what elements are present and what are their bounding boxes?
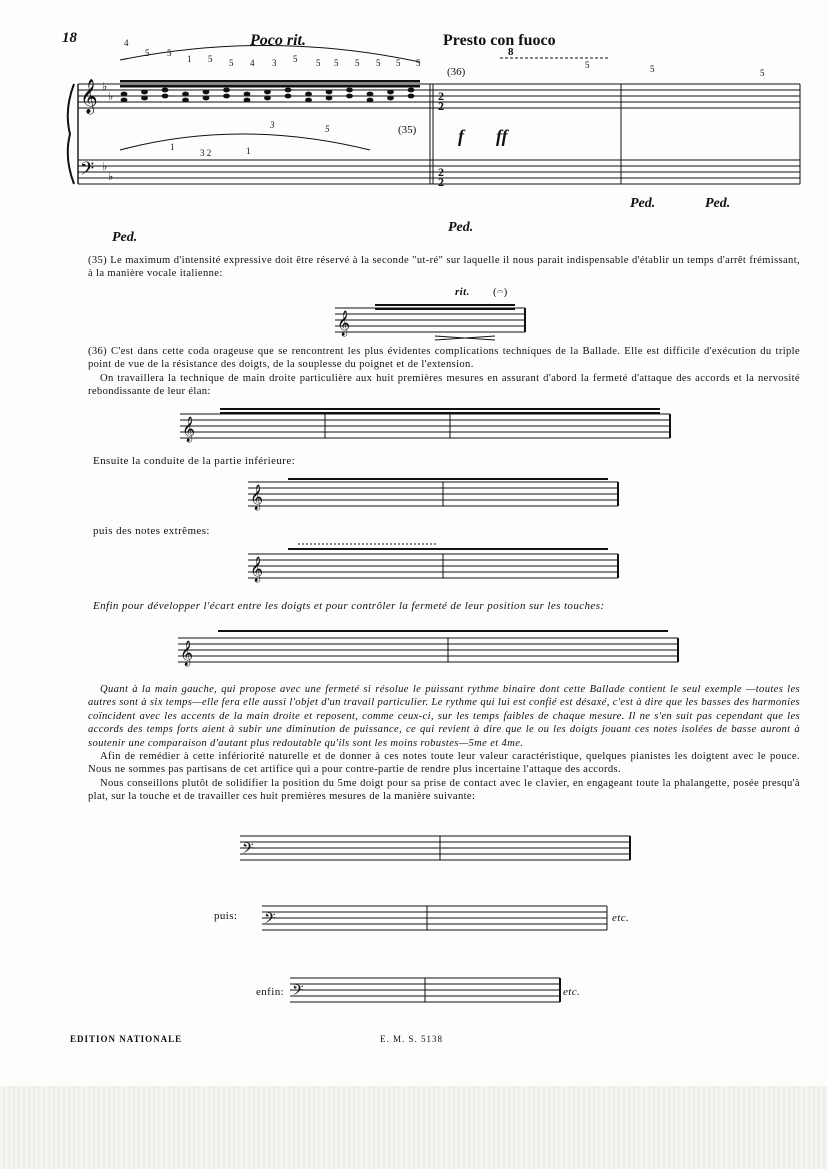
svg-text:♭: ♭ <box>108 91 114 103</box>
label-puis: puis: <box>214 910 238 922</box>
notehead <box>305 92 312 97</box>
notehead <box>223 88 230 93</box>
svg-text:5: 5 <box>416 58 421 68</box>
music-example-4 <box>248 540 618 584</box>
pedal-mark-1: Ped. <box>112 230 138 245</box>
tempo-poco-rit: Poco rit. <box>250 32 306 49</box>
svg-text:5: 5 <box>650 64 655 74</box>
notehead <box>285 88 292 93</box>
svg-text:5: 5 <box>325 124 330 134</box>
notehead <box>223 94 230 99</box>
svg-text:𝄞: 𝄞 <box>80 79 98 114</box>
label-enfin-ecart: Enfin pour développer l'écart entre les doigts et pour contrôler la fermeté de leur position sur les touches: <box>93 600 605 612</box>
notehead <box>141 90 148 95</box>
svg-text:2: 2 <box>438 99 444 113</box>
music-example-3 <box>248 470 618 510</box>
svg-text:1: 1 <box>170 142 175 152</box>
notehead <box>244 92 251 97</box>
music-example-7 <box>262 890 607 940</box>
svg-text:𝄞: 𝄞 <box>180 640 194 665</box>
paragraph-remedier: Afin de remédier à cette infériorité naturelle et de donner à ces notes toute leur valeur caractéristique, quelques pianistes les doigtent avec le pouce. Nous ne sommes pas partisans de cet artifice qui a pour contre-partie de rendre plus incertaine l'attaque des accords. <box>88 751 800 776</box>
svg-text:4: 4 <box>124 38 129 48</box>
music-example-8 <box>290 962 560 1012</box>
pedal-mark-3: Ped. <box>630 196 656 211</box>
notehead <box>408 94 415 99</box>
paragraph-gauche: Quant à la main gauche, qui propose avec une fermeté si résolue le puissant rythme binaire dont cette Ballade contient le seul exemple —toutes les autres sont à six temps—elle fera elle aussi l'objet d'un travail particulier. Le rythme qui lui est confié est désaxé, c'est à dire que les basses des harmonies coïncident avec les accents de la main droite et reposent, comme ceux-ci, sur les temps faibles de chaque mesure. Il ne s'en suit pas cependant que les accords des temps forts aient à subir une diminution de puissance, ce qui revient à dire que le ou les doigts jouant ces notes isolées de basse auront à soutenir une comparaison d'autant plus redoutable qu'ils sont les moins robustes—5me et 4me. <box>88 684 800 749</box>
notehead <box>162 88 169 93</box>
svg-text:5: 5 <box>316 58 321 68</box>
svg-text:𝄞: 𝄞 <box>250 556 264 581</box>
notehead <box>121 92 128 97</box>
ex1-rit: rit. <box>455 286 470 298</box>
notehead <box>182 92 189 97</box>
label-enfin: enfin: <box>256 986 285 998</box>
label-puis-extremes: puis des notes extrêmes: <box>93 525 210 537</box>
svg-text:5: 5 <box>760 68 765 78</box>
svg-text:5: 5 <box>208 54 213 64</box>
dynamic-f: f <box>458 126 464 146</box>
label-etc-1: etc. <box>612 912 630 924</box>
notehead <box>244 98 251 103</box>
paragraph-36-a: (36) C'est dans cette coda orageuse que se rencontrent les plus évidentes complications techniques de la Ballade. Elle est difficile d'exécution du triple point de vue de la résistance des doigts, de la souplesse du poignet et de l'extension. <box>88 346 800 371</box>
notehead <box>162 94 169 99</box>
music-example-1 <box>335 296 525 344</box>
notehead <box>182 98 189 103</box>
svg-text:2: 2 <box>438 89 444 103</box>
pedal-mark-2: Ped. <box>448 220 474 235</box>
svg-text:5: 5 <box>376 58 381 68</box>
notehead <box>346 94 353 99</box>
notehead <box>264 96 271 101</box>
svg-text:5: 5 <box>355 58 360 68</box>
svg-text:2: 2 <box>438 175 444 189</box>
svg-text:♭: ♭ <box>108 171 114 183</box>
notehead <box>346 88 353 93</box>
svg-text:5: 5 <box>145 48 150 58</box>
notehead <box>367 92 374 97</box>
notehead <box>408 88 415 93</box>
svg-text:♭: ♭ <box>102 81 108 93</box>
notehead <box>387 90 394 95</box>
svg-text:𝄢: 𝄢 <box>264 910 276 930</box>
svg-text:5: 5 <box>293 54 298 64</box>
label-ensuite: Ensuite la conduite de la partie inférieure: <box>93 455 296 467</box>
notehead <box>285 94 292 99</box>
music-example-6 <box>240 818 630 868</box>
dynamic-ff: ff <box>496 126 508 146</box>
svg-text:1: 1 <box>187 54 192 64</box>
pedal-mark-4: Ped. <box>705 196 731 211</box>
svg-text:1: 1 <box>246 146 251 156</box>
svg-text:2: 2 <box>438 165 444 179</box>
footer-plate-number: E. M. S. 5138 <box>380 1034 444 1044</box>
svg-text:𝄞: 𝄞 <box>337 310 351 335</box>
svg-text:𝄢: 𝄢 <box>242 840 254 860</box>
svg-text:3: 3 <box>270 120 275 130</box>
notehead <box>121 98 128 103</box>
notehead <box>387 96 394 101</box>
music-example-2 <box>180 402 670 442</box>
svg-text:♭: ♭ <box>102 161 108 173</box>
label-etc-2: etc. <box>563 986 581 998</box>
svg-text:5: 5 <box>229 58 234 68</box>
music-example-5 <box>178 618 678 674</box>
notehead <box>367 98 374 103</box>
svg-text:𝄢: 𝄢 <box>80 159 95 184</box>
paragraph-36 <box>88 345 800 399</box>
paragraph-conseil: Nous conseillons plutôt de solidifier la position du 5me doigt pour sa prise de contact avec le clavier, en engageant toute la phalangette, posée presqu'à plat, sur la touche et de travailler ces huit premières mesures de la manière suivante: <box>88 777 800 803</box>
svg-text:5: 5 <box>334 58 339 68</box>
notehead <box>203 90 210 95</box>
svg-text:5: 5 <box>396 58 401 68</box>
svg-text:𝄞: 𝄞 <box>250 484 264 509</box>
page-number: 18 <box>62 30 77 46</box>
notehead <box>305 98 312 103</box>
notehead <box>141 96 148 101</box>
note-36-marker: (36) <box>447 66 466 78</box>
svg-text:5: 5 <box>585 60 590 70</box>
svg-text:3: 3 <box>272 58 277 68</box>
scan-margin <box>0 1086 827 1169</box>
paragraph-35: (35) Le maximum d'intensité expressive doit être réservé à la seconde "ut-ré" sur laquelle il nous parait indispensable d'établir un temps d'arrêt frémissant, à la manière vocale italienne: <box>88 255 800 280</box>
svg-text:𝄞: 𝄞 <box>182 416 196 441</box>
tempo-presto: Presto con fuoco <box>443 32 556 49</box>
notehead <box>203 96 210 101</box>
svg-text:4: 4 <box>250 58 255 68</box>
svg-text:5: 5 <box>167 48 172 58</box>
paragraph-main-gauche <box>88 683 800 804</box>
ex1-fermata: (𝄐) <box>493 286 508 298</box>
note-35-marker: (35) <box>398 124 417 136</box>
svg-text:3 2: 3 2 <box>200 148 212 158</box>
ottava-mark: 8 <box>508 46 514 58</box>
paragraph-36-b: On travaillera la technique de main droite particulière aux huit premières mesures en assurant d'abord la fermeté d'attaque des accords et la nervosité rebondissante de leur élan: <box>88 372 800 398</box>
notehead <box>326 90 333 95</box>
notehead <box>264 90 271 95</box>
notehead <box>326 96 333 101</box>
svg-text:𝄢: 𝄢 <box>292 982 304 1002</box>
footer-edition: EDITION NATIONALE <box>70 1034 183 1044</box>
